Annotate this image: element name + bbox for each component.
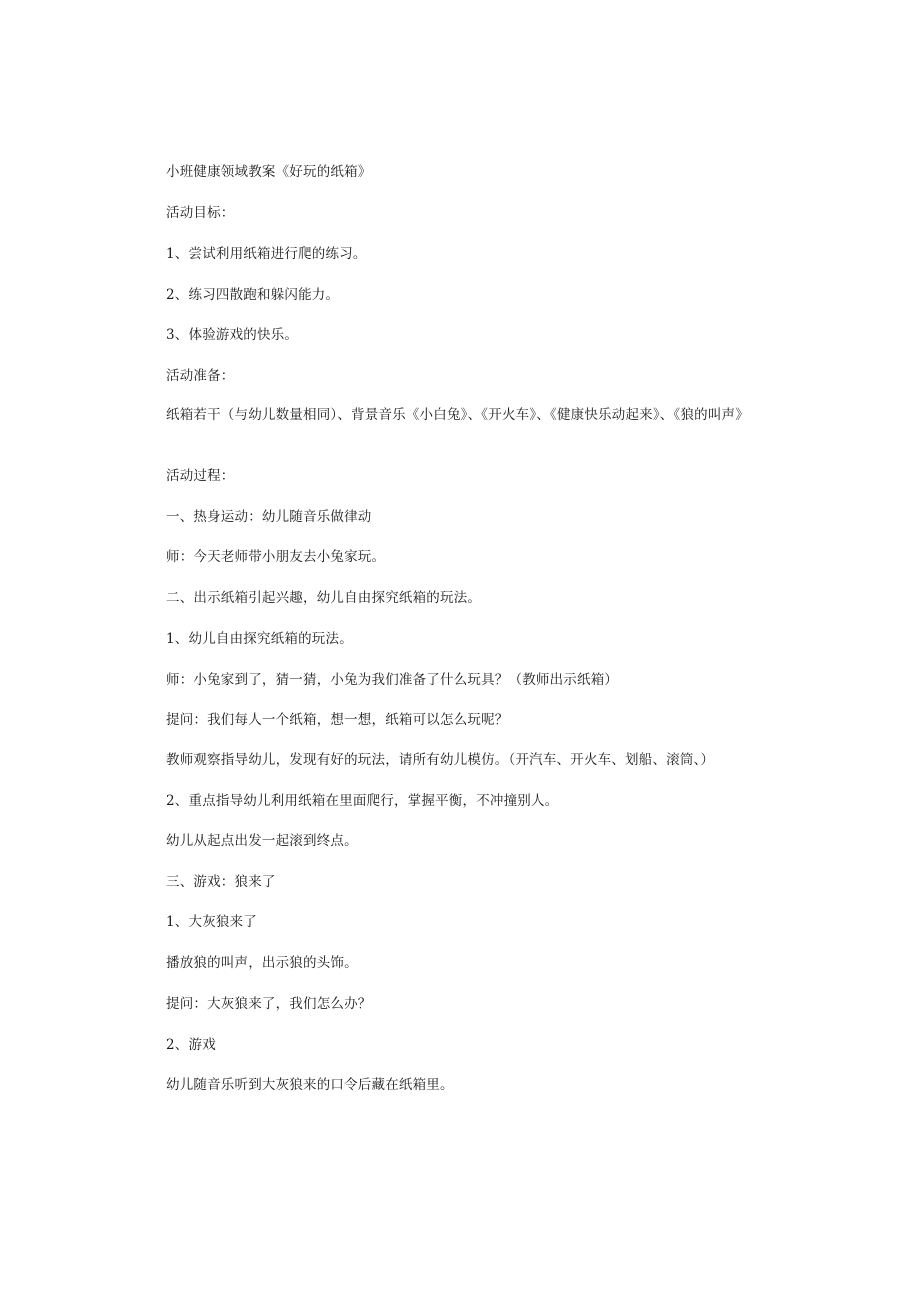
process-heading: 活动过程： — [166, 468, 235, 484]
step-3-line-3: 幼儿随音乐听到大灰狼来的口令后藏在纸箱里。 — [166, 1077, 454, 1093]
step-3-line-2: 提问：大灰狼来了，我们怎么办？ — [166, 996, 372, 1012]
step-2-heading: 二、出示纸箱引起兴趣，幼儿自由探究纸箱的玩法。 — [166, 590, 482, 606]
step-2-line-3: 教师观察指导幼儿，发现有好的玩法，请所有幼儿模仿。（开汽车、开火车、划船、滚筒、） — [166, 752, 715, 768]
step-2-line-4: 幼儿从起点出发一起滚到终点。 — [166, 833, 358, 849]
step-3-heading: 三、游戏：狼来了 — [166, 874, 276, 890]
step-1-line: 师：今天老师带小朋友去小兔家玩。 — [166, 549, 386, 565]
step-3-line-1: 播放狼的叫声，出示狼的头饰。 — [166, 955, 358, 971]
step-2-sub-1: 1、幼儿自由探究纸箱的玩法。 — [166, 631, 353, 647]
step-1-heading: 一、热身运动：幼儿随音乐做律动 — [166, 509, 372, 525]
goal-item-2: 2、练习四散跑和躲闪能力。 — [166, 287, 340, 303]
prep-paragraph: 纸箱若干（与幼儿数量相同）、背景音乐《小白兔》、《开火车》、《健康快乐动起来》、《狼的叫声》 — [166, 407, 749, 423]
step-2-line-2: 提问：我们每人一个纸箱，想一想，纸箱可以怎么玩呢？ — [166, 712, 509, 728]
goal-item-1: 1、尝试利用纸箱进行爬的练习。 — [166, 246, 367, 262]
prep-heading: 活动准备： — [166, 368, 235, 384]
document-title: 小班健康领域教案《好玩的纸箱》 — [166, 164, 372, 180]
goal-item-3: 3、体验游戏的快乐。 — [166, 327, 299, 343]
goals-heading: 活动目标： — [166, 205, 235, 221]
step-3-sub-1: 1、大灰狼来了 — [166, 914, 257, 930]
step-2-line-1: 师：小兔家到了，猜一猜，小兔为我们准备了什么玩具？（教师出示纸箱） — [166, 672, 619, 688]
step-2-sub-2: 2、重点指导幼儿利用纸箱在里面爬行，掌握平衡，不冲撞别人。 — [166, 793, 559, 809]
step-3-sub-2: 2、游戏 — [166, 1037, 216, 1053]
